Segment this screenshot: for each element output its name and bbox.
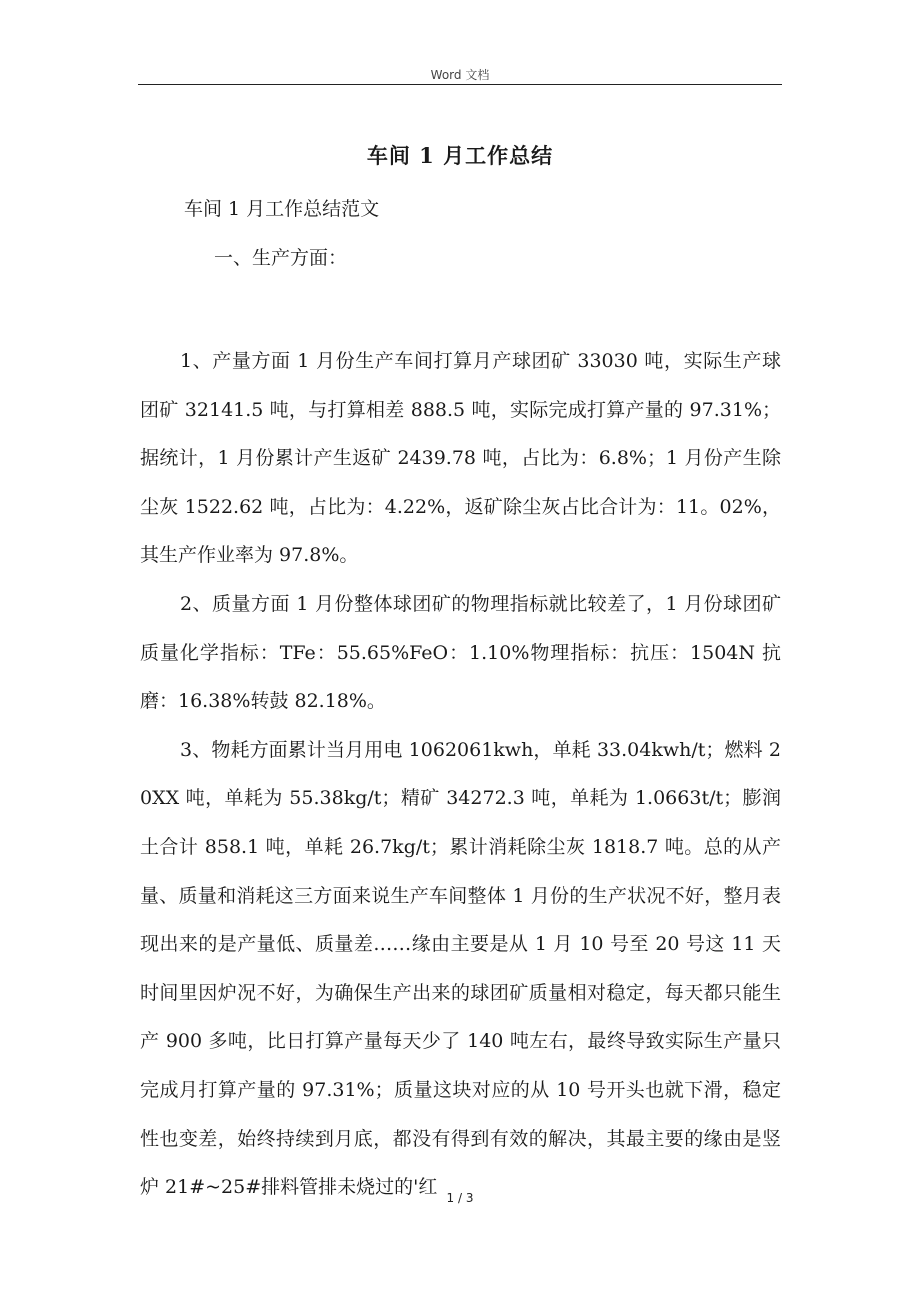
- header-divider: [138, 84, 782, 85]
- document-title: 车间 1 月工作总结: [366, 143, 554, 168]
- document-body: [140, 337, 781, 1212]
- document-header-label: Word 文档: [430, 68, 490, 82]
- document-subtitle: 车间 1 月工作总结范文: [184, 198, 380, 220]
- section-heading: 一、生产方面：: [214, 247, 348, 269]
- paragraph-material-consumption: 3、物耗方面累计当月用电 1062061kwh，单耗 33.04kwh/t；燃料 20XX 吨，单耗为 55.38kg/t；精矿 34272.3 吨，单耗为 1.0663t/t；膨润土合计 858.1 吨，单耗 26.7kg/t；累计消耗除尘灰 1818.7 吨。总的从产量、质量和消耗这三方面来说生产车间整体 1 月份的生产状况不好，整月表现出来的是产量低、质量差……缘由主要是从 1 月 10 号至 20 号这 11 天时间里因炉况不好，为确保生产出来的球团矿质量相对稳定，每天都只能生产 900 多吨，比日打算产量每天少了 140 吨左右，最终导致实际生产量只完成月打算产量的 97.31%；质量这块对应的从 10 号开头也就下滑，稳定性也变差，始终持续到月底，都没有得到有效的解决，其最主要的缘由是竖炉 21#~25#排料管排未烧过的'红: [140, 738, 781, 1199]
- page-number: 1 / 3: [446, 1191, 474, 1205]
- paragraph-production-output: 1、产量方面 1 月份生产车间打算月产球团矿 33030 吨，实际生产球团矿 32141.5 吨，与打算相差 888.5 吨，实际完成打算产量的 97.31%；据统计，1 月份累计产生返矿 2439.78 吨，占比为：6.8%；1 月份产生除尘灰 1522.62 吨，占比为：4.22%，返矿除尘灰占比合计为：11。02%，其生产作业率为 97.8%。: [140, 350, 781, 567]
- paragraph-quality: 2、质量方面 1 月份整体球团矿的物理指标就比较差了，1 月份球团矿质量化学指标：TFe：55.65%FeO：1.10%物理指标：抗压：1504N 抗磨：16.38%转鼓 82.18%。: [140, 592, 781, 713]
